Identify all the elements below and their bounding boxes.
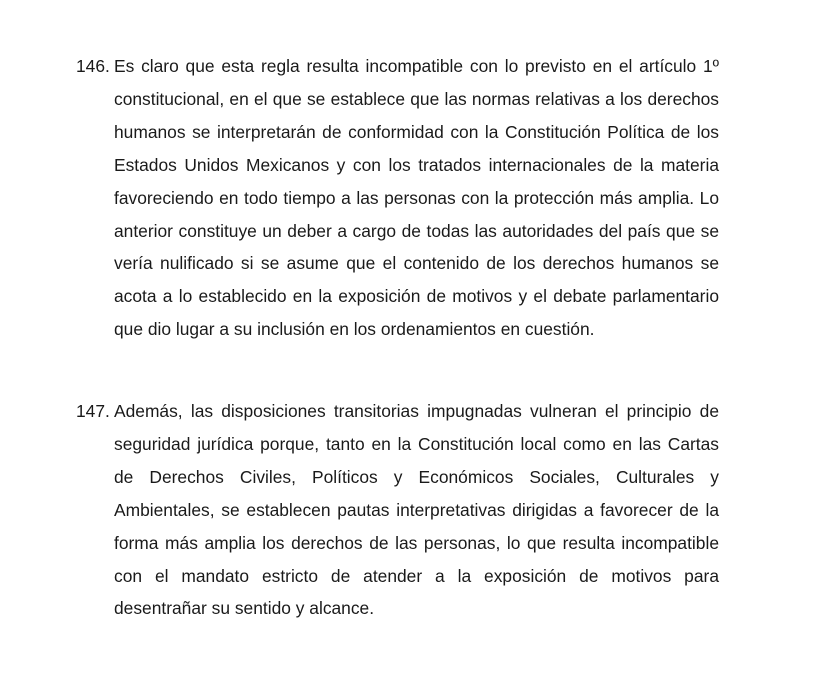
paragraph-number: 146. — [76, 56, 110, 76]
paragraph-number: 147. — [76, 401, 110, 421]
paragraph-147 — [76, 395, 719, 625]
paragraph-text: Además, las disposiciones transitorias impugnadas vulneran el principio de seguridad jurídica porque, tanto en la Constitución local como en las Cartas de Derechos Civiles, Políticos y Económicos Sociales, Culturales y Ambientales, se establecen pautas interpretativas dirigidas a favorecer de la forma más amplia los derechos de las personas, lo que resulta incompatible con el mandato estricto de atender a la exposición de motivos para desentrañar su sentido y alcance. — [114, 401, 719, 619]
paragraph-text: Es claro que esta regla resulta incompatible con lo previsto en el artículo 1º constitucional, en el que se establece que las normas relativas a los derechos humanos se interpretarán de conformidad con la Constitución Política de los Estados Unidos Mexicanos y con los tratados internacionales de la materia favoreciendo en todo tiempo a las personas con la protección más amplia. Lo anterior constituye un deber a cargo de todas las autoridades del país que se vería nulificado si se asume que el contenido de los derechos humanos se acota a lo establecido en la exposición de motivos y el debate parlamentario que dio lugar a su inclusión en los ordenamientos en cuestión. — [114, 56, 719, 340]
paragraph-146 — [76, 50, 719, 346]
